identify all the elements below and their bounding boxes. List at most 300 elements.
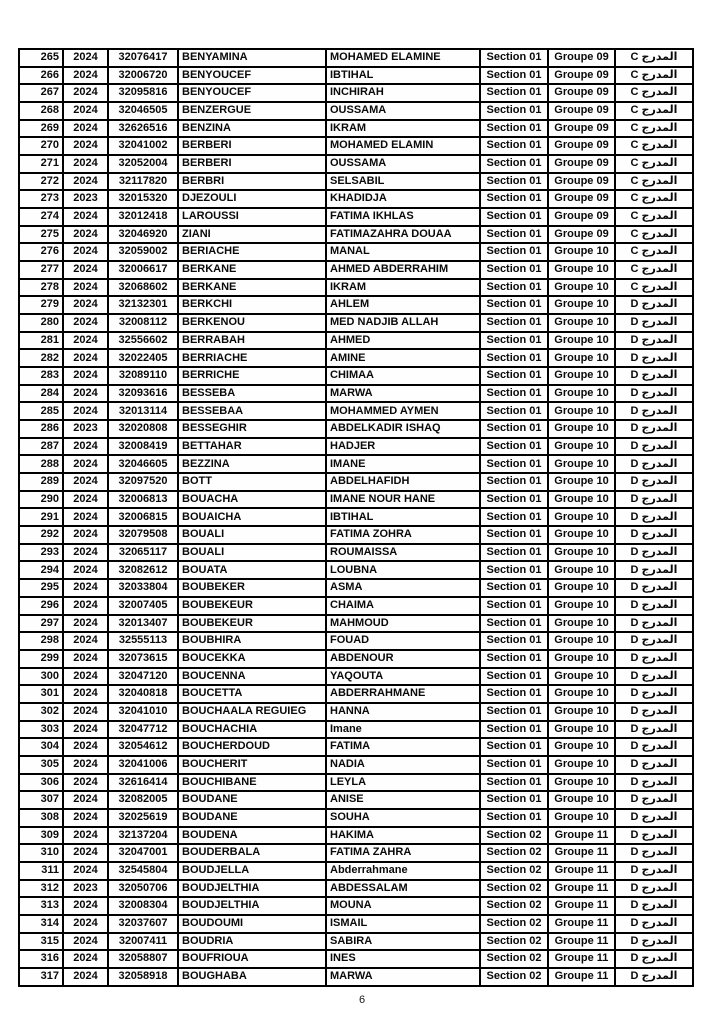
cell-surname: BESSEGHIR [178,420,326,438]
cell-section: Section 01 [480,579,548,597]
cell-surname: BOUCHERIT [178,756,326,774]
table-row [19,809,693,827]
cell-index: 317 [19,968,63,986]
cell-student-id: 32058918 [108,968,178,986]
cell-groupe: Groupe 11 [548,827,615,845]
cell-groupe: Groupe 10 [548,420,615,438]
cell-index: 278 [19,279,63,297]
cell-index: 268 [19,102,63,120]
cell-firstname: FATIMA ZOHRA [326,526,480,544]
cell-firstname: OUSSAMA [326,155,480,173]
cell-student-id: 32008419 [108,438,178,456]
cell-year: 2024 [63,155,108,173]
cell-groupe: Groupe 10 [548,579,615,597]
cell-groupe: Groupe 10 [548,455,615,473]
cell-amphitheater: المدرج D [615,933,693,951]
cell-index: 282 [19,349,63,367]
cell-student-id: 32052004 [108,155,178,173]
cell-amphitheater: المدرج D [615,862,693,880]
cell-amphitheater: المدرج D [615,420,693,438]
cell-section: Section 01 [480,208,548,226]
cell-section: Section 01 [480,102,548,120]
cell-student-id: 32050706 [108,880,178,898]
cell-section: Section 01 [480,738,548,756]
cell-section: Section 02 [480,897,548,915]
table-row [19,120,693,138]
cell-index: 270 [19,137,63,155]
cell-section: Section 01 [480,455,548,473]
cell-year: 2024 [63,526,108,544]
cell-year: 2024 [63,314,108,332]
cell-firstname: AHLEM [326,296,480,314]
cell-student-id: 32058807 [108,950,178,968]
cell-surname: BERRIACHE [178,349,326,367]
cell-groupe: Groupe 11 [548,897,615,915]
cell-student-id: 32076417 [108,49,178,67]
cell-surname: BERRABAH [178,332,326,350]
cell-year: 2024 [63,367,108,385]
cell-section: Section 01 [480,721,548,739]
cell-section: Section 01 [480,668,548,686]
cell-surname: BESSEBA [178,385,326,403]
cell-section: Section 01 [480,49,548,67]
cell-student-id: 32095816 [108,84,178,102]
cell-section: Section 01 [480,438,548,456]
cell-index: 316 [19,950,63,968]
cell-amphitheater: المدرج D [615,950,693,968]
cell-student-id: 32047001 [108,844,178,862]
cell-surname: BERKANE [178,279,326,297]
cell-index: 265 [19,49,63,67]
cell-student-id: 32037607 [108,915,178,933]
cell-surname: BOUCEKKA [178,650,326,668]
cell-surname: BOUCENNA [178,668,326,686]
cell-index: 284 [19,385,63,403]
cell-amphitheater: المدرج D [615,827,693,845]
cell-student-id: 32006813 [108,491,178,509]
cell-index: 274 [19,208,63,226]
cell-year: 2024 [63,968,108,986]
table-row [19,491,693,509]
cell-year: 2023 [63,190,108,208]
cell-index: 287 [19,438,63,456]
cell-amphitheater: المدرج D [615,844,693,862]
cell-section: Section 01 [480,632,548,650]
cell-year: 2024 [63,933,108,951]
cell-groupe: Groupe 10 [548,685,615,703]
cell-section: Section 01 [480,67,548,85]
cell-groupe: Groupe 10 [548,296,615,314]
cell-firstname: MARWA [326,968,480,986]
cell-groupe: Groupe 10 [548,279,615,297]
cell-section: Section 01 [480,615,548,633]
cell-surname: BOUGHABA [178,968,326,986]
cell-firstname: AHMED ABDERRAHIM [326,261,480,279]
cell-year: 2024 [63,208,108,226]
cell-groupe: Groupe 10 [548,491,615,509]
cell-groupe: Groupe 11 [548,933,615,951]
cell-amphitheater: المدرج D [615,650,693,668]
cell-surname: BOUCHERDOUD [178,738,326,756]
cell-student-id: 32065117 [108,544,178,562]
cell-section: Section 01 [480,155,548,173]
cell-index: 299 [19,650,63,668]
cell-amphitheater: المدرج D [615,314,693,332]
cell-amphitheater: المدرج C [615,190,693,208]
table-row [19,561,693,579]
cell-student-id: 32047120 [108,668,178,686]
cell-year: 2024 [63,615,108,633]
cell-section: Section 02 [480,950,548,968]
cell-groupe: Groupe 09 [548,84,615,102]
cell-section: Section 01 [480,296,548,314]
table-row [19,190,693,208]
cell-firstname: SOUHA [326,809,480,827]
table-row [19,49,693,67]
table-row [19,650,693,668]
cell-surname: BETTAHAR [178,438,326,456]
cell-section: Section 01 [480,597,548,615]
cell-amphitheater: المدرج C [615,155,693,173]
cell-index: 273 [19,190,63,208]
cell-amphitheater: المدرج D [615,491,693,509]
cell-firstname: MARWA [326,385,480,403]
cell-year: 2024 [63,544,108,562]
cell-index: 315 [19,933,63,951]
page-number: 6 [358,994,366,1006]
cell-student-id: 32006617 [108,261,178,279]
cell-student-id: 32041002 [108,137,178,155]
cell-amphitheater: المدرج D [615,774,693,792]
cell-groupe: Groupe 10 [548,561,615,579]
cell-amphitheater: المدرج D [615,473,693,491]
cell-index: 286 [19,420,63,438]
cell-groupe: Groupe 10 [548,438,615,456]
table-row [19,243,693,261]
cell-firstname: MOHAMMED AYMEN [326,402,480,420]
student-roster-table [18,48,694,987]
cell-firstname: MOUNA [326,897,480,915]
cell-firstname: MOHAMED ELAMINE [326,49,480,67]
cell-index: 306 [19,774,63,792]
cell-amphitheater: المدرج C [615,226,693,244]
cell-year: 2024 [63,579,108,597]
cell-firstname: SABIRA [326,933,480,951]
student-roster-body [19,49,693,986]
cell-surname: BERKANE [178,261,326,279]
table-row [19,402,693,420]
cell-section: Section 02 [480,915,548,933]
cell-year: 2024 [63,862,108,880]
table-row [19,950,693,968]
cell-firstname: NADIA [326,756,480,774]
cell-student-id: 32046505 [108,102,178,120]
cell-student-id: 32555113 [108,632,178,650]
table-row [19,173,693,191]
cell-student-id: 32082612 [108,561,178,579]
cell-firstname: ABDELKADIR ISHAQ [326,420,480,438]
cell-student-id: 32015320 [108,190,178,208]
table-row [19,827,693,845]
table-row [19,279,693,297]
cell-student-id: 32006720 [108,67,178,85]
cell-section: Section 01 [480,332,548,350]
cell-surname: BERBERI [178,155,326,173]
cell-student-id: 32041010 [108,703,178,721]
cell-year: 2024 [63,491,108,509]
cell-student-id: 32020808 [108,420,178,438]
cell-surname: BOUBEKEUR [178,597,326,615]
table-row [19,791,693,809]
cell-surname: BERRICHE [178,367,326,385]
table-row [19,155,693,173]
cell-firstname: IKRAM [326,120,480,138]
table-row [19,314,693,332]
cell-index: 298 [19,632,63,650]
table-row [19,738,693,756]
cell-section: Section 01 [480,190,548,208]
cell-year: 2024 [63,721,108,739]
cell-groupe: Groupe 09 [548,155,615,173]
cell-surname: BESSEBAA [178,402,326,420]
cell-index: 307 [19,791,63,809]
cell-amphitheater: المدرج D [615,880,693,898]
cell-section: Section 02 [480,827,548,845]
cell-amphitheater: المدرج C [615,137,693,155]
cell-firstname: MOHAMED ELAMIN [326,137,480,155]
cell-groupe: Groupe 10 [548,738,615,756]
cell-student-id: 32137204 [108,827,178,845]
cell-year: 2024 [63,897,108,915]
cell-section: Section 01 [480,120,548,138]
cell-groupe: Groupe 10 [548,756,615,774]
cell-amphitheater: المدرج C [615,279,693,297]
table-row [19,632,693,650]
cell-section: Section 02 [480,968,548,986]
cell-index: 269 [19,120,63,138]
cell-student-id: 32073615 [108,650,178,668]
cell-surname: BOUCHIBANE [178,774,326,792]
cell-groupe: Groupe 11 [548,844,615,862]
cell-surname: BOUDERBALA [178,844,326,862]
cell-year: 2024 [63,703,108,721]
table-row [19,597,693,615]
cell-amphitheater: المدرج C [615,173,693,191]
cell-groupe: Groupe 10 [548,402,615,420]
cell-firstname: ASMA [326,579,480,597]
cell-index: 272 [19,173,63,191]
cell-surname: BOUATA [178,561,326,579]
cell-amphitheater: المدرج D [615,349,693,367]
cell-groupe: Groupe 10 [548,332,615,350]
cell-amphitheater: المدرج C [615,120,693,138]
cell-groupe: Groupe 10 [548,314,615,332]
cell-firstname: FOUAD [326,632,480,650]
table-row [19,349,693,367]
cell-student-id: 32047712 [108,721,178,739]
table-row [19,455,693,473]
cell-index: 266 [19,67,63,85]
cell-student-id: 32007405 [108,597,178,615]
cell-year: 2024 [63,791,108,809]
table-row [19,508,693,526]
cell-index: 275 [19,226,63,244]
table-row [19,579,693,597]
cell-groupe: Groupe 10 [548,632,615,650]
cell-firstname: HADJER [326,438,480,456]
cell-index: 279 [19,296,63,314]
cell-section: Section 01 [480,508,548,526]
cell-year: 2024 [63,561,108,579]
cell-groupe: Groupe 11 [548,915,615,933]
table-row [19,526,693,544]
table-row [19,880,693,898]
cell-surname: BOUDRIA [178,933,326,951]
cell-year: 2024 [63,438,108,456]
cell-section: Section 01 [480,703,548,721]
cell-index: 310 [19,844,63,862]
cell-amphitheater: المدرج C [615,49,693,67]
table-row [19,438,693,456]
cell-surname: BOUCHACHIA [178,721,326,739]
cell-section: Section 01 [480,367,548,385]
cell-groupe: Groupe 10 [548,774,615,792]
table-row [19,296,693,314]
cell-surname: BENYAMINA [178,49,326,67]
cell-firstname: IBTIHAL [326,67,480,85]
cell-index: 277 [19,261,63,279]
cell-year: 2024 [63,668,108,686]
cell-surname: BOUDENA [178,827,326,845]
cell-year: 2024 [63,243,108,261]
cell-year: 2023 [63,420,108,438]
cell-surname: BENYOUCEF [178,67,326,85]
cell-amphitheater: المدرج D [615,668,693,686]
table-row [19,703,693,721]
cell-surname: DJEZOULI [178,190,326,208]
cell-amphitheater: المدرج D [615,809,693,827]
cell-student-id: 32616414 [108,774,178,792]
cell-index: 294 [19,561,63,579]
cell-groupe: Groupe 09 [548,67,615,85]
cell-amphitheater: المدرج D [615,632,693,650]
table-row [19,473,693,491]
cell-index: 291 [19,508,63,526]
cell-groupe: Groupe 10 [548,385,615,403]
cell-firstname: MANAL [326,243,480,261]
cell-surname: BOUDJELTHIA [178,880,326,898]
cell-amphitheater: المدرج D [615,561,693,579]
cell-firstname: MED NADJIB ALLAH [326,314,480,332]
cell-index: 304 [19,738,63,756]
cell-firstname: ABDERRAHMANE [326,685,480,703]
cell-section: Section 02 [480,844,548,862]
cell-surname: BENZINA [178,120,326,138]
cell-year: 2024 [63,844,108,862]
cell-groupe: Groupe 11 [548,880,615,898]
cell-section: Section 01 [480,791,548,809]
cell-index: 305 [19,756,63,774]
cell-year: 2024 [63,508,108,526]
cell-firstname: MAHMOUD [326,615,480,633]
cell-index: 311 [19,862,63,880]
cell-firstname: ABDELHAFIDH [326,473,480,491]
cell-student-id: 32082005 [108,791,178,809]
cell-amphitheater: المدرج D [615,615,693,633]
cell-firstname: AMINE [326,349,480,367]
cell-surname: BOUBHIRA [178,632,326,650]
cell-section: Section 01 [480,243,548,261]
cell-amphitheater: المدرج C [615,208,693,226]
cell-section: Section 01 [480,544,548,562]
cell-section: Section 01 [480,385,548,403]
cell-groupe: Groupe 10 [548,615,615,633]
cell-firstname: LOUBNA [326,561,480,579]
cell-year: 2024 [63,774,108,792]
cell-groupe: Groupe 10 [548,703,615,721]
cell-year: 2023 [63,880,108,898]
cell-firstname: ISMAIL [326,915,480,933]
cell-surname: BOTT [178,473,326,491]
cell-index: 308 [19,809,63,827]
cell-index: 293 [19,544,63,562]
cell-index: 301 [19,685,63,703]
cell-amphitheater: المدرج D [615,438,693,456]
cell-groupe: Groupe 11 [548,968,615,986]
cell-year: 2024 [63,597,108,615]
cell-groupe: Groupe 10 [548,721,615,739]
cell-student-id: 32013407 [108,615,178,633]
cell-student-id: 32068602 [108,279,178,297]
cell-firstname: ROUMAISSA [326,544,480,562]
cell-surname: BERKCHI [178,296,326,314]
cell-section: Section 01 [480,650,548,668]
cell-student-id: 32117820 [108,173,178,191]
cell-year: 2024 [63,137,108,155]
cell-surname: BOUBEKEUR [178,615,326,633]
cell-groupe: Groupe 09 [548,226,615,244]
cell-student-id: 32022405 [108,349,178,367]
cell-student-id: 32013114 [108,402,178,420]
cell-amphitheater: المدرج D [615,296,693,314]
cell-index: 309 [19,827,63,845]
cell-year: 2024 [63,332,108,350]
cell-section: Section 01 [480,774,548,792]
cell-section: Section 01 [480,261,548,279]
cell-amphitheater: المدرج D [615,721,693,739]
cell-amphitheater: المدرج D [615,402,693,420]
cell-student-id: 32033804 [108,579,178,597]
cell-firstname: FATIMAZAHRA DOUAA [326,226,480,244]
cell-student-id: 32626516 [108,120,178,138]
cell-amphitheater: المدرج D [615,703,693,721]
cell-year: 2024 [63,950,108,968]
cell-surname: BOUACHA [178,491,326,509]
cell-student-id: 32006815 [108,508,178,526]
cell-year: 2024 [63,67,108,85]
cell-firstname: CHIMAA [326,367,480,385]
cell-index: 292 [19,526,63,544]
cell-surname: BOUALI [178,526,326,544]
cell-student-id: 32054612 [108,738,178,756]
cell-student-id: 32025619 [108,809,178,827]
cell-index: 289 [19,473,63,491]
cell-amphitheater: المدرج C [615,102,693,120]
cell-firstname: IMANE NOUR HANE [326,491,480,509]
cell-groupe: Groupe 10 [548,791,615,809]
cell-groupe: Groupe 10 [548,367,615,385]
cell-groupe: Groupe 09 [548,190,615,208]
